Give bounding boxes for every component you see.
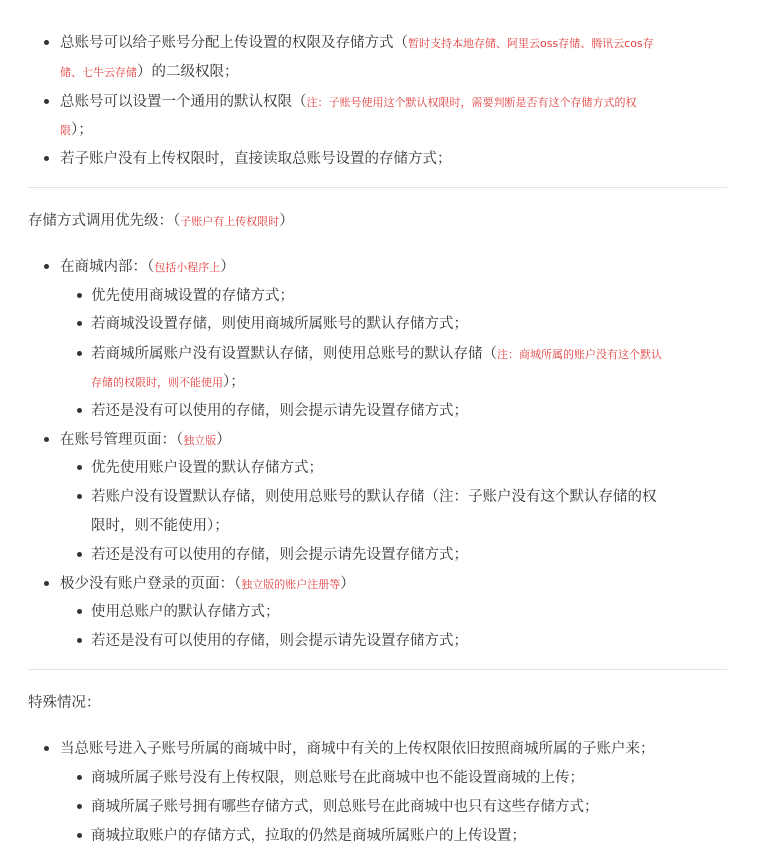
priority-title: 存储方式调用优先级： — [28, 213, 173, 229]
special-item-3: 商城拉取账户的存储方式，拉取的仍然是商城所属账户的上传设置； — [91, 828, 526, 844]
bullet-icon — [77, 638, 82, 643]
bullet-icon — [77, 408, 82, 413]
group-1-item-3-cont — [91, 372, 245, 392]
group-1-item-4: 若还是没有可以使用的存储，则会提示请先设置存储方式； — [91, 403, 468, 419]
special-heading: 特殊情况： — [28, 695, 101, 711]
group-2-item-2: 若账户没有设置默认存储，则使用总账号的默认存储（注：子账户没有这个默认存储的权 — [91, 489, 657, 505]
special-item-2: 商城所属子账号拥有哪些存储方式，则总账号在此商城中也只有这些存储方式； — [91, 799, 599, 815]
group-2-label — [60, 430, 231, 450]
intro-item-3: 若子账户没有上传权限时，直接读取总账号设置的存储方式； — [60, 151, 452, 167]
bullet-icon — [44, 99, 49, 104]
group-1-item-3-note-cont: 存储的权限时，则不能使用 — [91, 376, 223, 389]
group-1-item-3-text: 若商城所属账户没有设置默认存储，则使用总账号的默认存储（ — [91, 346, 497, 362]
intro-item-2-cont — [60, 120, 93, 140]
group-2-item-3: 若还是没有可以使用的存储，则会提示请先设置存储方式； — [91, 547, 468, 563]
bullet-icon — [77, 552, 82, 557]
paren-open: （ — [173, 213, 181, 229]
group-2-item-2-cont: 限时，则不能使用）； — [91, 518, 229, 534]
divider — [28, 669, 727, 670]
bullet-icon — [77, 804, 82, 809]
bullet-icon — [77, 833, 82, 838]
intro-item-1-note-cont: 储、七牛云存储 — [60, 66, 137, 79]
group-1-label — [60, 257, 235, 277]
group-1-item-3-note: 注：商城所属的账户没有这个默认 — [497, 348, 662, 361]
paren-open: （ — [176, 432, 184, 448]
intro-item-2-note: 注：子账号使用这个默认权限时，需要判断是否有这个存储方式的权 — [306, 96, 637, 109]
group-1-note: 包括小程序上 — [154, 261, 221, 274]
intro-item-2-note-cont: 限 — [60, 124, 71, 137]
group-3-note: 独立版的账户注册等 — [241, 578, 341, 591]
bullet-icon — [44, 40, 49, 45]
bullet-icon — [44, 746, 49, 751]
priority-note: 子账户有上传权限时 — [180, 215, 280, 228]
special-item-1: 商城所属子账号没有上传权限，则总账号在此商城中也不能设置商城的上传； — [91, 770, 584, 786]
group-3-item-2: 若还是没有可以使用的存储，则会提示请先设置存储方式； — [91, 633, 468, 649]
intro-item-1 — [60, 33, 654, 53]
paren-close: ） — [216, 432, 231, 448]
bullet-icon — [44, 581, 49, 586]
bullet-icon — [77, 293, 82, 298]
group-1-item-1: 优先使用商城设置的存储方式； — [91, 288, 294, 304]
bullet-icon — [77, 351, 82, 356]
special-main: 当总账号进入子账号所属的商城中时，商城中有关的上传权限依旧按照商城所属的子账户来； — [60, 741, 655, 757]
group-1-title: 在商城内部： — [60, 259, 147, 275]
bullet-icon — [44, 264, 49, 269]
bullet-icon — [44, 437, 49, 442]
bullet-icon — [44, 156, 49, 161]
bullet-icon — [77, 465, 82, 470]
group-2-title: 在账号管理页面： — [60, 432, 176, 448]
bullet-icon — [77, 494, 82, 499]
intro-item-1-note: 暂时支持本地存储、阿里云oss存储、腾讯云cos存 — [408, 37, 654, 50]
intro-item-1-text-cont: ）的二级权限； — [137, 64, 239, 80]
paren-open: （ — [147, 259, 155, 275]
group-2-note: 独立版 — [183, 434, 217, 447]
priority-heading — [28, 211, 294, 231]
bullet-icon — [77, 321, 82, 326]
divider — [28, 187, 727, 188]
paren-open: （ — [234, 576, 242, 592]
paren-close: ） — [220, 259, 235, 275]
group-1-item-3-text-cont: ）； — [223, 374, 245, 390]
group-3-label — [60, 574, 355, 594]
bullet-icon — [77, 775, 82, 780]
intro-item-1-text: 总账号可以给子账号分配上传设置的权限及存储方式（ — [60, 35, 408, 51]
group-3-title: 极少没有账户登录的页面： — [60, 576, 234, 592]
intro-item-2-text-cont: ）； — [71, 122, 93, 138]
group-1-item-2: 若商城没设置存储，则使用商城所属账号的默认存储方式； — [91, 316, 468, 332]
group-1-item-3 — [91, 344, 662, 364]
paren-close: ） — [340, 576, 355, 592]
intro-item-2 — [60, 92, 637, 112]
intro-item-1-cont — [60, 62, 239, 82]
group-2-item-1: 优先使用账户设置的默认存储方式； — [91, 460, 323, 476]
bullet-icon — [77, 609, 82, 614]
group-3-item-1: 使用总账户的默认存储方式； — [91, 604, 280, 620]
paren-close: ） — [279, 213, 294, 229]
intro-item-2-text: 总账号可以设置一个通用的默认权限（ — [60, 94, 307, 110]
